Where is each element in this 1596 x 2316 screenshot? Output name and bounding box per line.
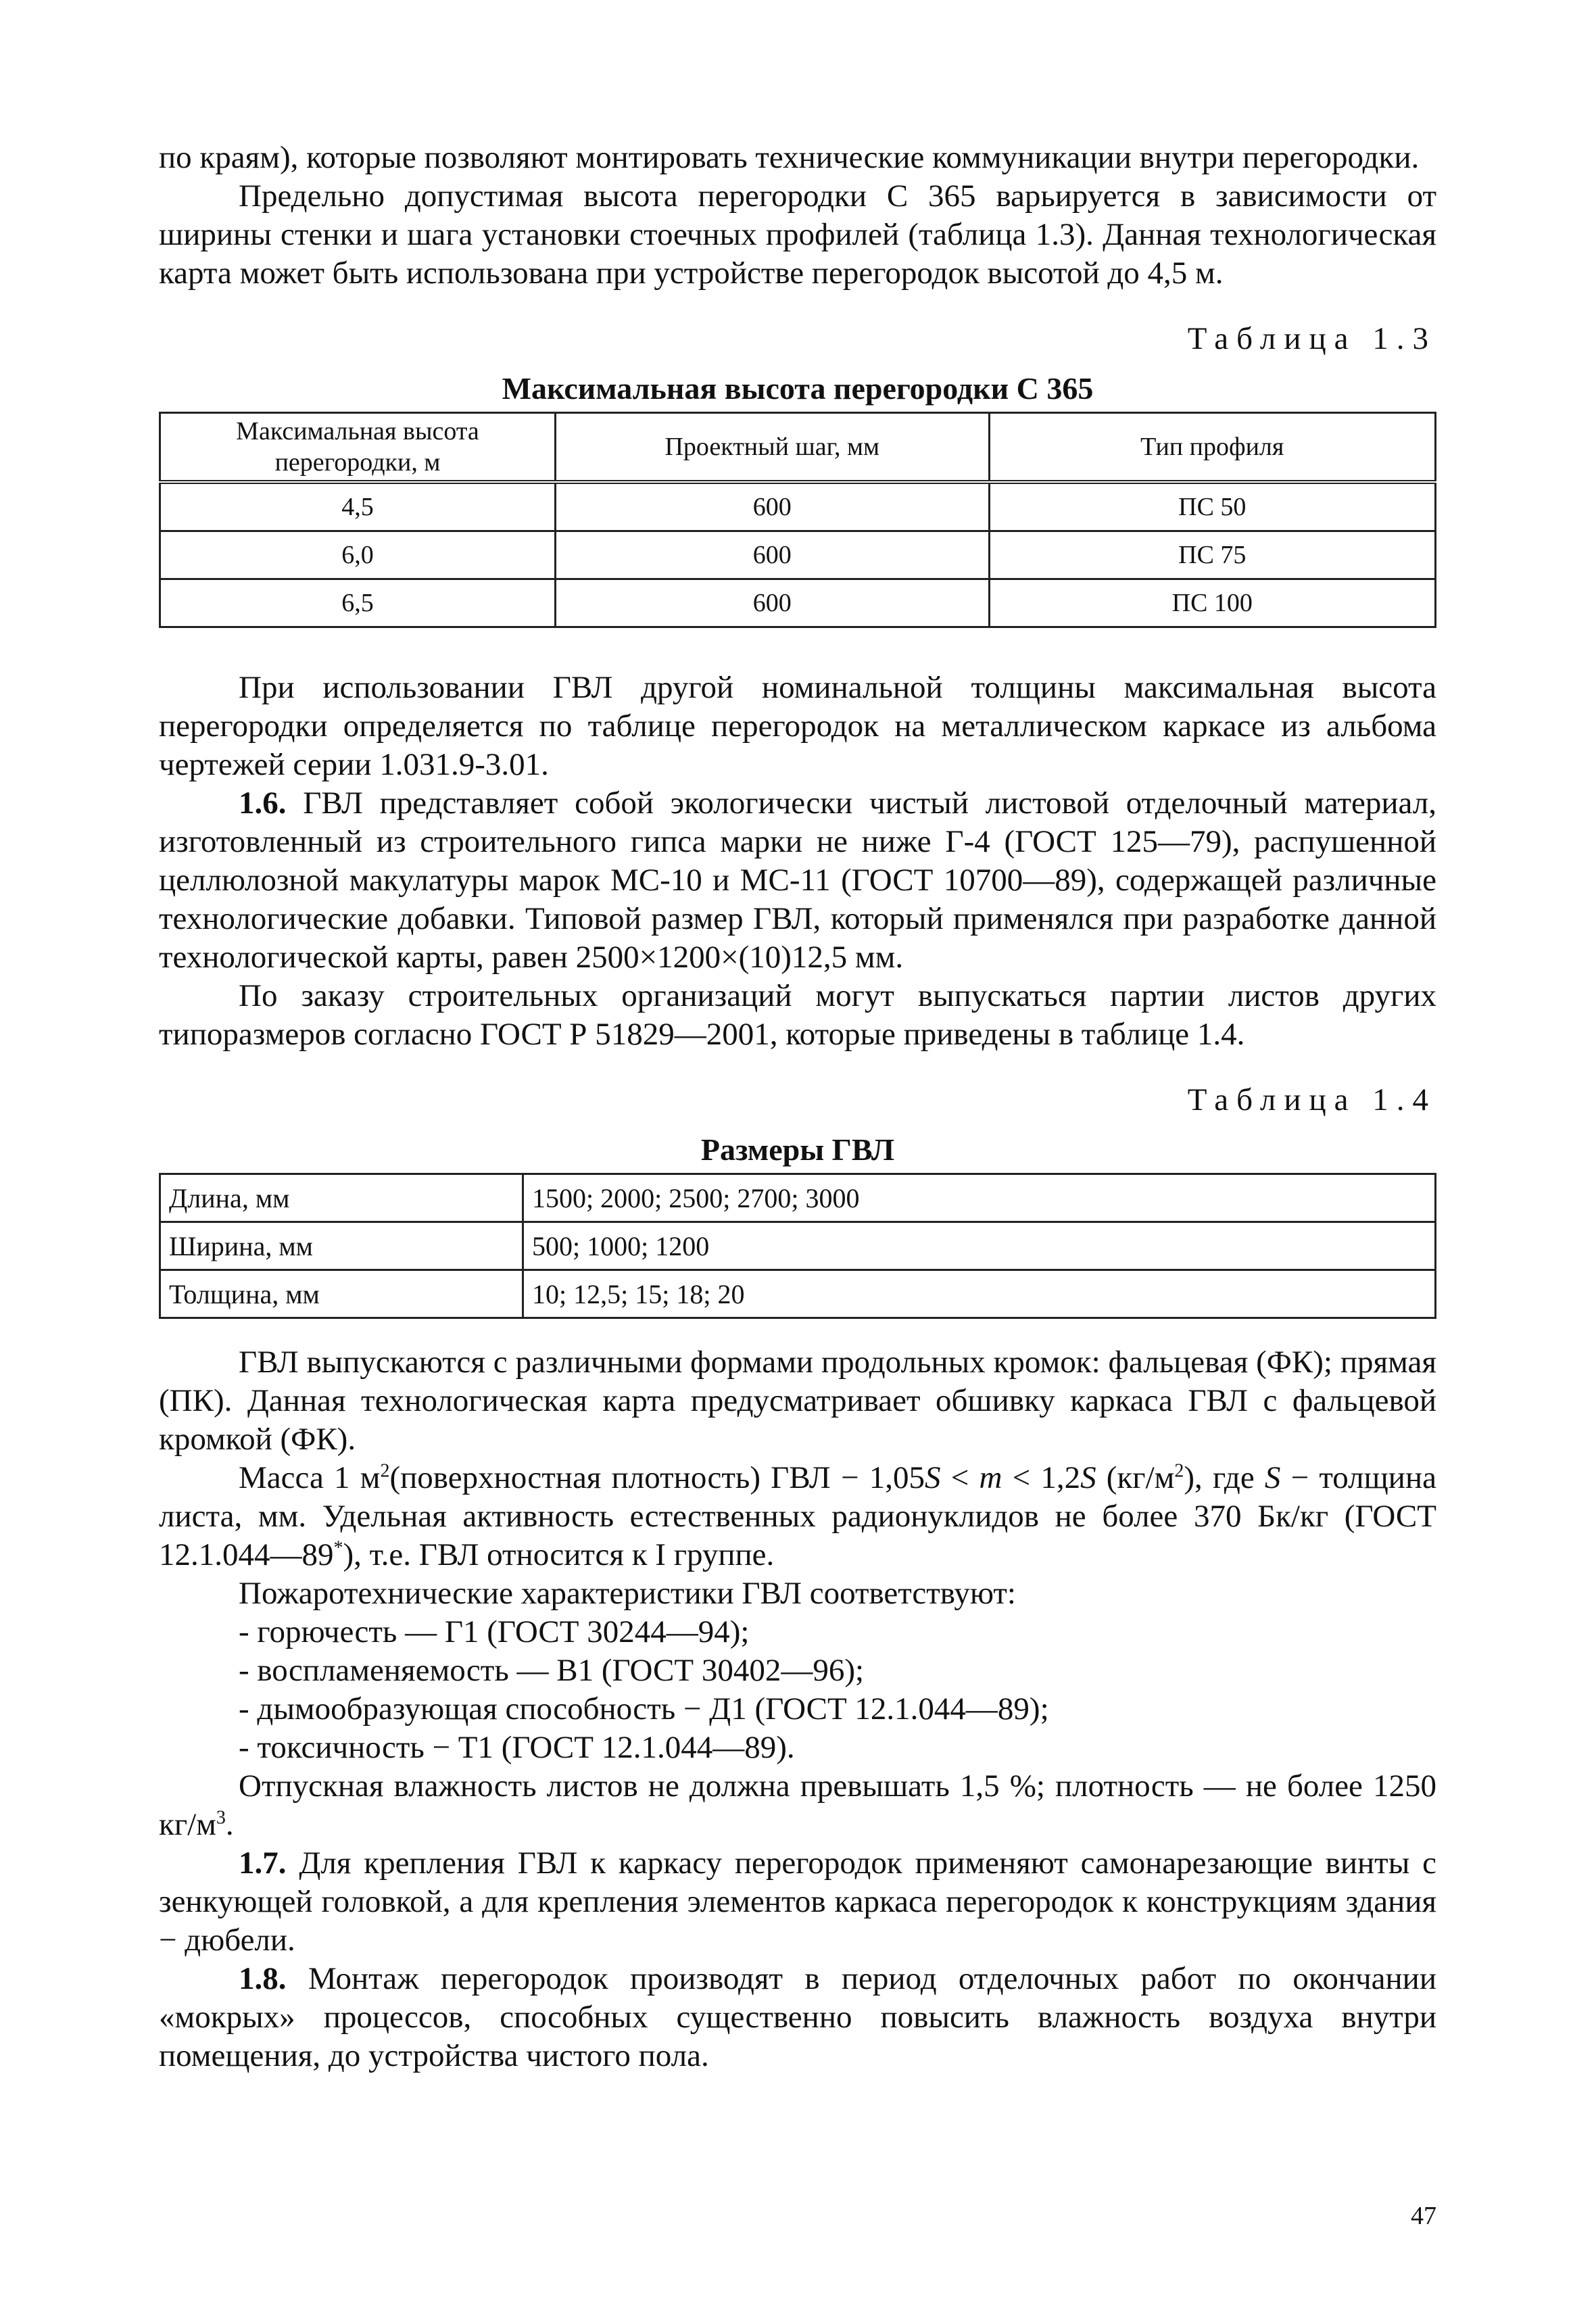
symbol-s: S [1264, 1460, 1281, 1495]
table-cell: 10; 12,5; 15; 18; 20 [523, 1270, 1436, 1318]
table-cell: 6,0 [160, 531, 556, 579]
superscript: 2 [1174, 1460, 1184, 1482]
list-item: - горючесть — Г1 (ГОСТ 30244—94); [239, 1614, 750, 1649]
table-cell: ПС 100 [989, 579, 1435, 627]
page-number: 47 [1411, 2202, 1436, 2230]
table-cell: 4,5 [160, 482, 556, 531]
symbol-s: S [1080, 1460, 1096, 1495]
section-number: 1.8. [239, 1961, 287, 1996]
text-run: . [225, 1807, 234, 1842]
text-run: (поверхностная плотность) ГВЛ − 1,05 [389, 1460, 925, 1495]
paragraph-1-7 [159, 1844, 1436, 1960]
symbol-s: S [924, 1460, 941, 1495]
table-cell: 600 [555, 482, 989, 531]
text-run: < 1,2 [1002, 1460, 1081, 1495]
paragraph-8: Пожаротехнические характеристики ГВЛ соответствуют: [239, 1576, 1016, 1611]
paragraph-2: Предельно допустимая высота перегородки С 365 варьируется в зависимости от ширины стенки и шага установки стоечных профилей (таблица 1.3). Данная технологическая карта может быть использована при устройстве перегородок высотой до 4,5 м. [159, 178, 1436, 291]
table-row [160, 1222, 1436, 1270]
paragraph-1-8 [159, 1960, 1436, 2075]
table-cell: 500; 1000; 1200 [523, 1222, 1436, 1270]
text-run: < [940, 1460, 980, 1495]
table-1-3-label: Таблица 1.3 [1187, 321, 1436, 356]
paragraph-7 [159, 1459, 1436, 1574]
text-run: (кг/м [1096, 1460, 1175, 1495]
table-cell: 6,5 [160, 579, 556, 627]
superscript: 3 [216, 1807, 226, 1829]
table-cell: Толщина, мм [160, 1270, 523, 1318]
text-run: ), т.е. ГВЛ относится к I группе. [343, 1537, 775, 1572]
text-run: ), где [1184, 1460, 1265, 1495]
paragraph-1-6 [159, 784, 1436, 977]
superscript: * [333, 1537, 343, 1559]
table-cell: 600 [555, 531, 989, 579]
table-cell: Длина, мм [160, 1174, 523, 1222]
paragraph-text: ГВЛ представляет собой экологически чистый листовой отделочный материал, изготовленный из строительного гипса марки не ниже Г-4 (ГОСТ 125—79), распушенной целлюлозной макулатуры марок МС-10 и МС-11 (ГОСТ 10700—89), содержащей различные технологические добавки. Типовой размер ГВЛ, который применялся при разработке данной технологической карты, равен 2500×1200×(10)12,5 мм. [159, 786, 1436, 975]
table-1-4-label: Таблица 1.4 [1187, 1082, 1436, 1117]
paragraph-6: ГВЛ выпускаются с различными формами продольных кромок: фальцевая (ФК); прямая (ПК). Данная технологическая карта предусматривает обшивку каркаса ГВЛ с фальцевой кромкой (ФК). [159, 1345, 1436, 1457]
table-cell: Ширина, мм [160, 1222, 523, 1270]
symbol-m: m [979, 1460, 1002, 1495]
document-page [159, 139, 1436, 2075]
table-row [160, 531, 1436, 579]
paragraph-9 [159, 1767, 1436, 1844]
list-item: - токсичность − Т1 (ГОСТ 12.1.044—89). [239, 1730, 795, 1765]
paragraph-5: По заказу строительных организаций могут выпускаться партии листов других типоразмеров согласно ГОСТ Р 51829—2001, которые приведены в таблице 1.4. [159, 978, 1436, 1052]
table-row [160, 1270, 1436, 1318]
table-row [160, 1174, 1436, 1222]
text-run: − толщина листа, мм. Удельная активность естественных радионуклидов не более 370 Бк/кг (ГОСТ 12.1.044—89 [159, 1460, 1436, 1572]
table-cell: 1500; 2000; 2500; 2700; 3000 [523, 1174, 1436, 1222]
table-cell: 600 [555, 579, 989, 627]
text-run: Масса 1 м [239, 1460, 381, 1495]
list-item: - дымообразующая способность − Д1 (ГОСТ 12.1.044—89); [239, 1691, 1049, 1727]
text-run: Отпускная влажность листов не должна превышать 1,5 %; плотность — не более 1250 кг/м [159, 1768, 1436, 1842]
paragraph-3: При использовании ГВЛ другой номинальной толщины максимальная высота перегородки определяется по таблице перегородок на металлическом каркасе из альбома чертежей серии 1.031.9-3.01. [159, 670, 1436, 782]
table-row [160, 579, 1436, 627]
table-1-4 [159, 1173, 1436, 1319]
table-cell: ПС 75 [989, 531, 1435, 579]
paragraph-text: Монтаж перегородок производят в период отделочных работ по окончании «мокрых» процессов, способных существенно повысить влажность воздуха внутри помещения, до устройства чистого пола. [159, 1961, 1436, 2073]
table-header-cell: Проектный шаг, мм [555, 413, 989, 483]
table-1-3 [159, 412, 1436, 628]
table-header-cell: Тип профиля [989, 413, 1435, 483]
list-item: - воспламеняемость — В1 (ГОСТ 30402—96); [239, 1653, 865, 1688]
table-header-row [160, 413, 1436, 483]
section-number: 1.7. [239, 1845, 287, 1881]
superscript: 2 [380, 1460, 390, 1482]
table-1-3-title: Максимальная высота перегородки С 365 [502, 371, 1094, 406]
table-1-4-title: Размеры ГВЛ [700, 1132, 895, 1167]
paragraph-text: Для крепления ГВЛ к каркасу перегородок применяют самонарезающие винты с зенкующей головкой, а для крепления элементов каркаса перегородок к конструкциям здания − дюбели. [159, 1845, 1436, 1958]
table-header-cell: Максимальная высота перегородки, м [160, 413, 556, 483]
section-number: 1.6. [239, 786, 287, 821]
table-cell: ПС 50 [989, 482, 1435, 531]
table-row [160, 482, 1436, 531]
paragraph-1: по краям), которые позволяют монтировать технические коммуникации внутри перегородки. [159, 140, 1420, 175]
